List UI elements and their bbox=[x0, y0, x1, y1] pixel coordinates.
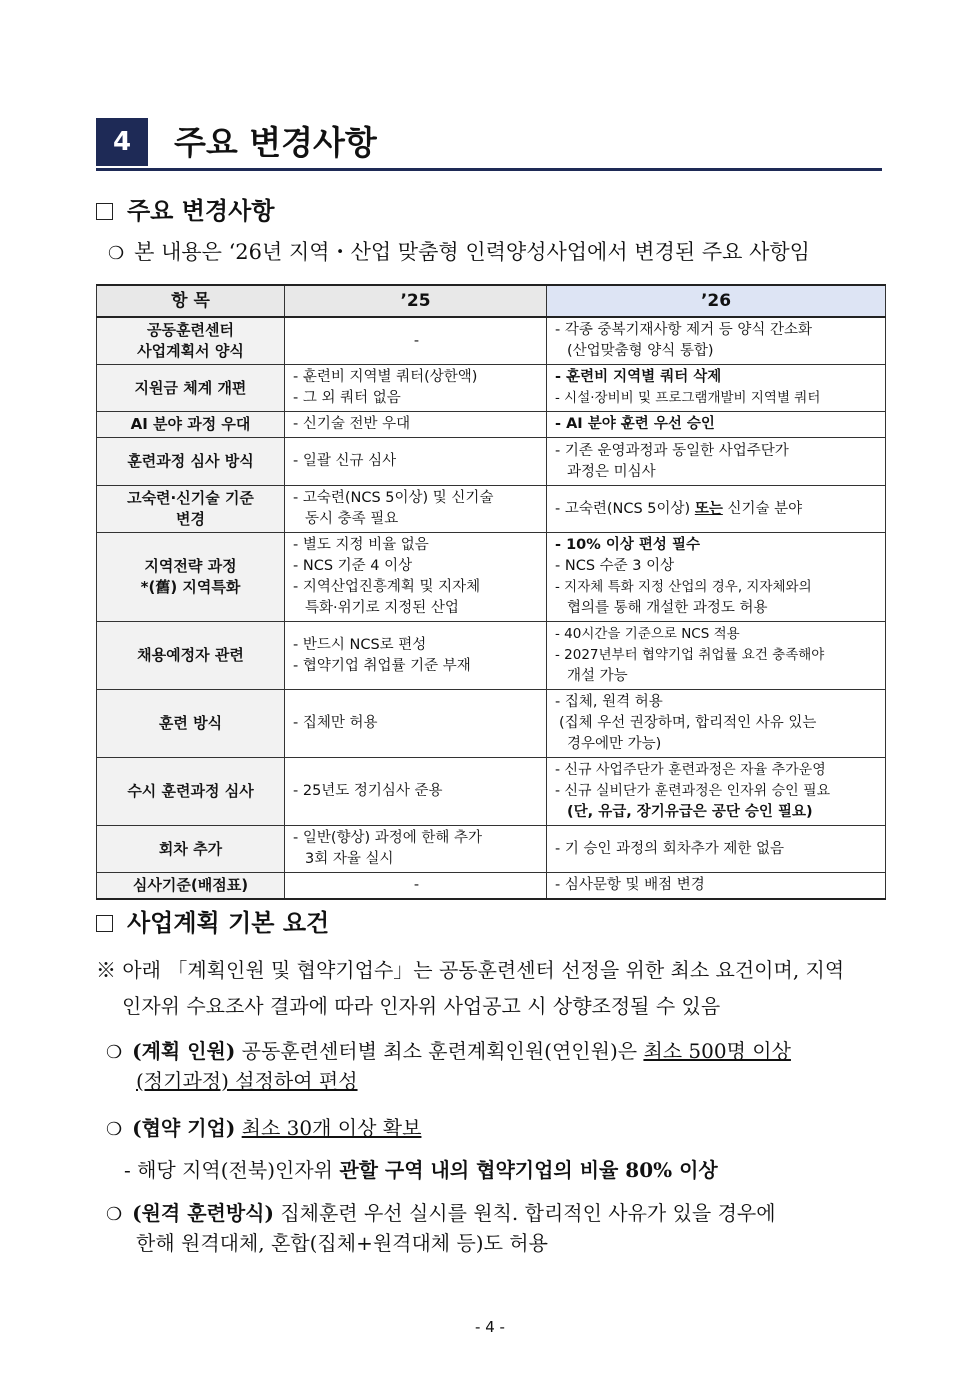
cell-2026-line: - 신규 실비단가 훈련과정은 인자위 승인 필요 bbox=[555, 783, 831, 799]
cell-2025-line: - 일괄 신규 심사 bbox=[293, 453, 397, 469]
checkbox-square-icon bbox=[96, 915, 113, 932]
cell-2026-line: - 지자체 특화 지정 산업의 경우, 지자체와의 bbox=[555, 579, 812, 595]
header-2026: ’26 bbox=[547, 285, 886, 317]
table-row bbox=[97, 758, 886, 826]
requirement-text: 집체훈련 우선 실시를 원칙. 합리적인 사유가 있을 경우에 bbox=[280, 1201, 776, 1225]
section-title: 주요 변경사항 bbox=[174, 123, 377, 162]
cell-2025-line: - 25년도 정기심사 준용 bbox=[293, 783, 443, 799]
page-number: - 4 - bbox=[475, 1318, 505, 1336]
cell-2026-line: (단, 유급, 장기유급은 공단 승인 필요) bbox=[567, 804, 813, 820]
table-row bbox=[97, 438, 886, 486]
requirement-emphasis: (정기과정) 설정하여 편성 bbox=[136, 1069, 358, 1093]
cell-2026-line: - 2027년부터 협약기업 취업률 요건 충족해야 bbox=[555, 647, 825, 663]
subsection-title: 주요 변경사항 bbox=[127, 197, 275, 225]
row-item: 훈련과정 심사 방식 bbox=[97, 438, 285, 486]
cell-2026-line: 개설 가능 bbox=[567, 668, 628, 684]
note-line-2: 인자위 수요조사 결과에 따라 인자위 사업공고 시 상향조정될 수 있음 bbox=[122, 994, 721, 1018]
cell-2026-line: - 기존 운영과정과 동일한 사업주단가 bbox=[555, 442, 789, 459]
table-header-row bbox=[97, 285, 886, 317]
cell-2025-line: - NCS 기준 4 이상 bbox=[293, 558, 413, 574]
cell-2026-line: - 기 승인 과정의 회차추가 제한 없음 bbox=[555, 840, 784, 857]
circle-bullet-icon: ❍ bbox=[106, 1204, 123, 1225]
changes-table bbox=[96, 284, 886, 900]
cell-2026-line: - 각종 중복기재사항 제거 등 양식 간소화 bbox=[555, 322, 812, 338]
intro-line bbox=[108, 238, 810, 268]
row-item: 고숙련·신기술 기준 변경 bbox=[97, 486, 285, 533]
cell-2025-line: 특화·위기로 지정된 산업 bbox=[305, 600, 459, 616]
requirement-partner-companies bbox=[106, 1114, 421, 1144]
requirement-planned-trainees bbox=[106, 1037, 888, 1095]
circle-bullet-icon: ❍ bbox=[108, 243, 125, 264]
table-row bbox=[97, 533, 886, 622]
note-line-1: ※ 아래 「계획인원 및 협약기업수」는 공동훈련센터 선정을 위한 최소 요건이며, 지역 bbox=[96, 958, 845, 982]
requirement-text: 공동훈련센터별 최소 훈련계획인원(연인원)은 bbox=[241, 1039, 638, 1063]
cell-2026-emphasis: 또는 bbox=[694, 500, 723, 517]
requirement-label: (계획 인원) bbox=[132, 1039, 236, 1063]
circle-bullet-icon: ❍ bbox=[106, 1042, 123, 1063]
intro-text: 본 내용은 ‘26년 지역・산업 맞춤형 인력양성사업에서 변경된 주요 사항임 bbox=[134, 240, 810, 264]
cell-2025-line: 3회 자율 실시 bbox=[305, 851, 394, 867]
cell-2026-line: - NCS 수준 3 이상 bbox=[555, 558, 675, 574]
row-item: 심사기준(배점표) bbox=[97, 873, 285, 900]
requirement-sub-bold: 관할 구역 내의 협약기업의 비율 80% 이상 bbox=[339, 1158, 718, 1182]
cell-2025-line: - 반드시 NCS로 편성 bbox=[293, 636, 427, 653]
cell-2026-line: - 집체, 원격 허용 bbox=[555, 694, 663, 710]
table-row bbox=[97, 412, 886, 438]
row-item: 지역전략 과정 *(舊) 지역특화 bbox=[97, 533, 285, 622]
requirement-label: (협약 기업) bbox=[132, 1116, 236, 1140]
cell-2025-line: - 그 외 쿼터 없음 bbox=[293, 390, 401, 406]
row-item: 지원금 체계 개편 bbox=[97, 365, 285, 412]
cell-2025-line: - 지역산업진흥계획 및 지자체 bbox=[293, 579, 481, 595]
requirement-sub-text: - 해당 지역(전북)인자위 bbox=[124, 1158, 333, 1182]
table-row bbox=[97, 690, 886, 758]
cell-2026-line: 협의를 통해 개설한 과정도 허용 bbox=[567, 600, 768, 616]
cell-2025-line: - 집체만 허용 bbox=[293, 715, 378, 731]
cell-2025-line: - 고숙련(NCS 5이상) 및 신기술 bbox=[293, 490, 494, 506]
table-row bbox=[97, 317, 886, 365]
table-row bbox=[97, 486, 886, 533]
row-item: 채용예정자 관련 bbox=[97, 622, 285, 690]
cell-2026-line: - 심사문항 및 배점 변경 bbox=[555, 877, 705, 893]
table-row bbox=[97, 622, 886, 690]
cell-2026-line: - 훈련비 지역별 쿼터 삭제 bbox=[555, 369, 722, 385]
cell-2026-line: - AI 분야 훈련 우선 승인 bbox=[555, 416, 715, 432]
cell-2025-line: - 일반(향상) 과정에 한해 추가 bbox=[293, 830, 483, 846]
cell-2026-line: - 10% 이상 편성 필수 bbox=[555, 537, 700, 553]
requirement-partner-sub bbox=[124, 1156, 718, 1184]
requirement-remote-training bbox=[106, 1199, 888, 1257]
requirement-emphasis: 최소 30개 이상 확보 bbox=[241, 1116, 422, 1140]
cell-2025: - bbox=[413, 332, 420, 349]
row-item: 훈련 방식 bbox=[97, 690, 285, 758]
requirement-text-line2: 한해 원격대체, 혼합(집체+원격대체 등)도 허용 bbox=[136, 1231, 548, 1255]
checkbox-square-icon bbox=[96, 203, 113, 220]
subsection-title: 사업계획 기본 요건 bbox=[127, 909, 330, 937]
cell-2026-line: 과정은 미심사 bbox=[567, 463, 656, 480]
subsection-heading-changes bbox=[96, 196, 274, 226]
cell-2026-line: - 시설·장비비 및 프로그램개발비 지역별 쿼터 bbox=[555, 390, 821, 406]
cell-2026-line: - 40시간을 기준으로 NCS 적용 bbox=[555, 626, 740, 642]
requirement-label: (원격 훈련방식) bbox=[132, 1201, 274, 1225]
cell-2026-line: - 신규 사업주단가 훈련과정은 자율 추가운영 bbox=[555, 762, 826, 778]
note-paragraph bbox=[96, 956, 886, 1020]
cell-2026-line: (산업맞춤형 양식 통합) bbox=[567, 343, 714, 359]
row-item: 공동훈련센터 사업계획서 양식 bbox=[97, 317, 285, 365]
cell-2026-text: - 고숙련(NCS 5이상) bbox=[555, 500, 691, 517]
cell-2025-line: - 신기술 전반 우대 bbox=[293, 416, 411, 432]
cell-2025-line: 동시 충족 필요 bbox=[305, 511, 399, 527]
table-row bbox=[97, 826, 886, 873]
cell-2025-line: - 훈련비 지역별 쿼터(상한액) bbox=[293, 369, 478, 385]
circle-bullet-icon: ❍ bbox=[106, 1119, 123, 1140]
row-item: AI 분야 과정 우대 bbox=[97, 412, 285, 438]
cell-2025-line: - 협약기업 취업률 기준 부재 bbox=[293, 657, 471, 674]
cell-2026-text: 신기술 분야 bbox=[727, 500, 803, 517]
header-2025: ’25 bbox=[285, 285, 547, 317]
cell-2025-line: - 별도 지정 비율 없음 bbox=[293, 537, 429, 553]
row-item: 회차 추가 bbox=[97, 826, 285, 873]
section-header bbox=[96, 118, 882, 171]
header-item: 항 목 bbox=[97, 285, 285, 317]
cell-2025: - bbox=[413, 877, 420, 893]
table-row bbox=[97, 365, 886, 412]
table-row bbox=[97, 873, 886, 900]
requirement-emphasis: 최소 500명 이상 bbox=[643, 1039, 791, 1063]
subsection-heading-requirements bbox=[96, 908, 329, 938]
cell-2026-line: 경우에만 가능) bbox=[567, 736, 662, 752]
row-item: 수시 훈련과정 심사 bbox=[97, 758, 285, 826]
cell-2026-line: (집체 우선 권장하며, 합리적인 사유 있는 bbox=[559, 715, 817, 731]
section-number: 4 bbox=[96, 118, 148, 166]
